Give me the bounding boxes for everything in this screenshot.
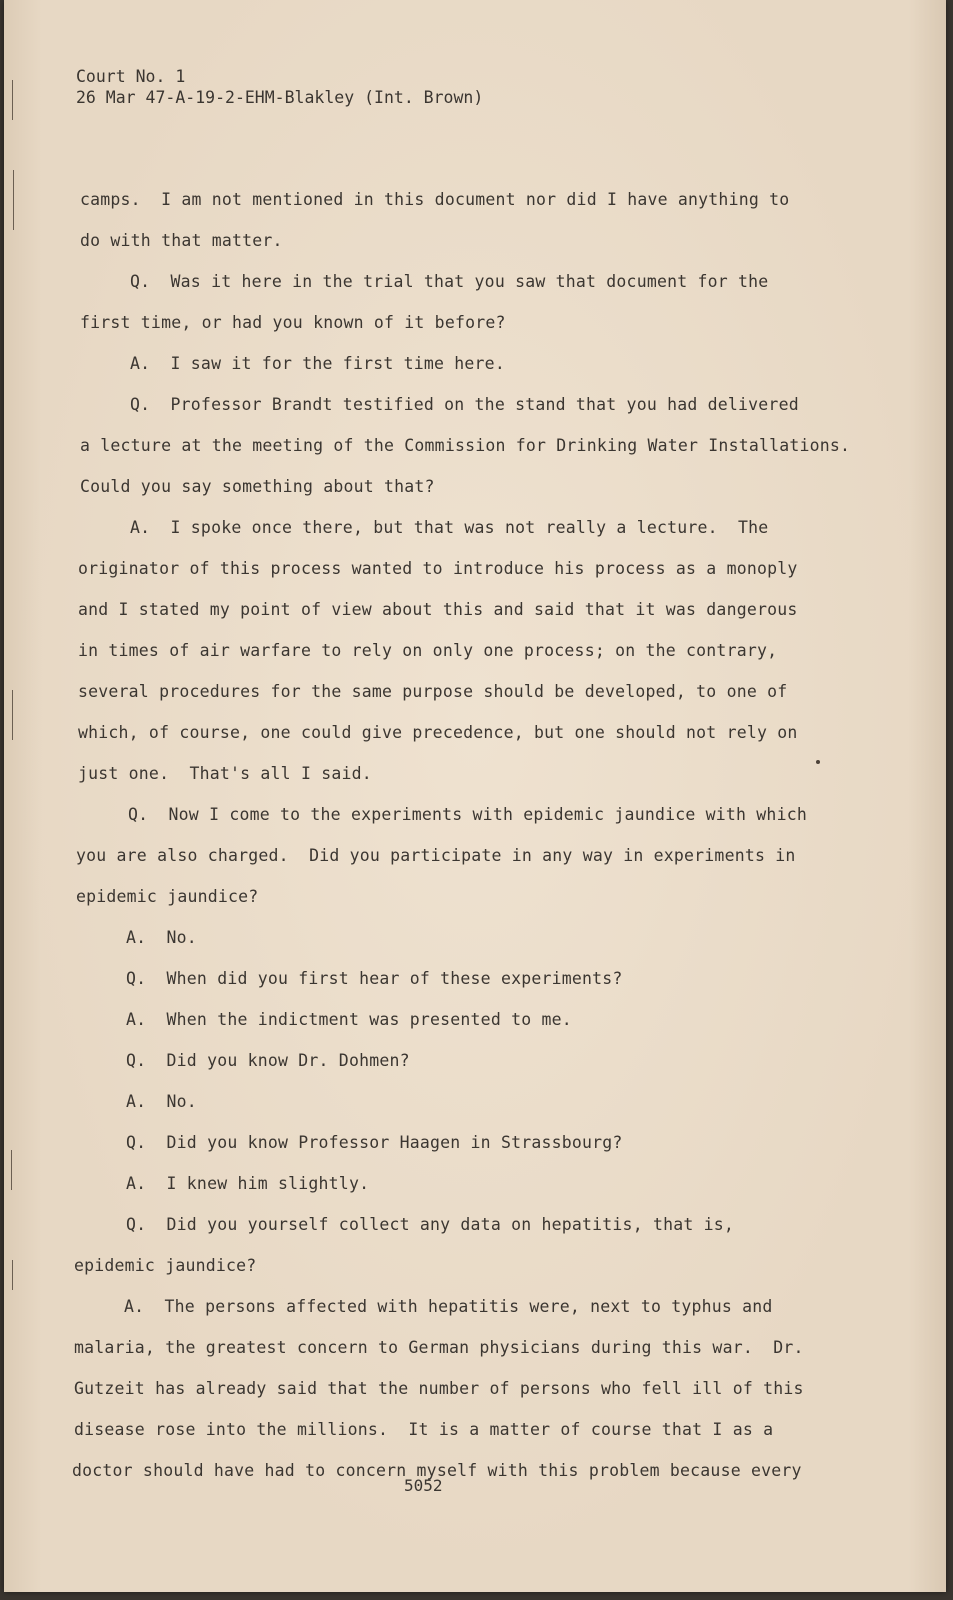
transcript-line: which, of course, one could give precedence, but one should not rely on — [78, 723, 798, 742]
transcript-line: epidemic jaundice? — [76, 887, 259, 906]
margin-mark — [11, 1150, 12, 1190]
transcript-line: A. When the indictment was presented to me. — [126, 1010, 572, 1029]
transcript-line: A. The persons affected with hepatitis were, next to typhus and — [124, 1297, 773, 1316]
transcript-line: Could you say something about that? — [80, 477, 435, 496]
transcript-line: first time, or had you known of it before? — [80, 313, 506, 332]
transcript-line: A. I saw it for the first time here. — [130, 354, 505, 373]
transcript-line: just one. That's all I said. — [78, 764, 372, 783]
transcript-line: Q. When did you first hear of these experiments? — [126, 969, 623, 988]
transcript-line: epidemic jaundice? — [74, 1256, 257, 1275]
transcript-body — [4, 0, 946, 1592]
transcript-line: A. I spoke once there, but that was not really a lecture. The — [130, 518, 769, 537]
transcript-line: A. I knew him slightly. — [126, 1174, 370, 1193]
transcript-line: a lecture at the meeting of the Commission for Drinking Water Installations. — [80, 436, 851, 455]
transcript-line: disease rose into the millions. It is a matter of course that I as a — [74, 1420, 774, 1439]
page-number: 5052 — [404, 1476, 443, 1495]
transcript-line: several procedures for the same purpose should be developed, to one of — [78, 682, 788, 701]
transcript-line: malaria, the greatest concern to German physicians during this war. Dr. — [74, 1338, 804, 1357]
transcript-line: Q. Did you know Professor Haagen in Strassbourg? — [126, 1133, 623, 1152]
margin-mark — [13, 170, 14, 230]
transcript-line: you are also charged. Did you participate in any way in experiments in — [76, 846, 796, 865]
transcript-line: Gutzeit has already said that the number of persons who fell ill of this — [74, 1379, 804, 1398]
session-reference: 26 Mar 47-A-19-2-EHM-Blakley (Int. Brown) — [76, 88, 484, 107]
transcript-line: Q. Was it here in the trial that you saw that document for the — [130, 272, 769, 291]
margin-mark — [12, 690, 13, 740]
margin-mark — [12, 1260, 13, 1290]
court-number: Court No. 1 — [76, 67, 186, 86]
transcript-line: Q. Professor Brandt testified on the stand that you had delivered — [130, 395, 799, 414]
transcript-line: in times of air warfare to rely on only one process; on the contrary, — [78, 641, 778, 660]
ink-speck — [816, 760, 820, 764]
transcript-line: originator of this process wanted to introduce his process as a monoply — [78, 559, 798, 578]
document-page — [4, 0, 946, 1592]
transcript-line: doctor should have had to concern myself with this problem because every — [72, 1461, 802, 1480]
transcript-line: Q. Did you know Dr. Dohmen? — [126, 1051, 410, 1070]
transcript-line: and I stated my point of view about this and said that it was dangerous — [78, 600, 798, 619]
transcript-line: Q. Now I come to the experiments with epidemic jaundice with which — [128, 805, 807, 824]
transcript-line: camps. I am not mentioned in this document nor did I have anything to — [80, 190, 790, 209]
transcript-line: Q. Did you yourself collect any data on hepatitis, that is, — [126, 1215, 735, 1234]
margin-mark — [12, 80, 13, 120]
transcript-line: do with that matter. — [80, 231, 283, 250]
transcript-line: A. No. — [126, 1092, 197, 1111]
transcript-line: A. No. — [126, 928, 197, 947]
